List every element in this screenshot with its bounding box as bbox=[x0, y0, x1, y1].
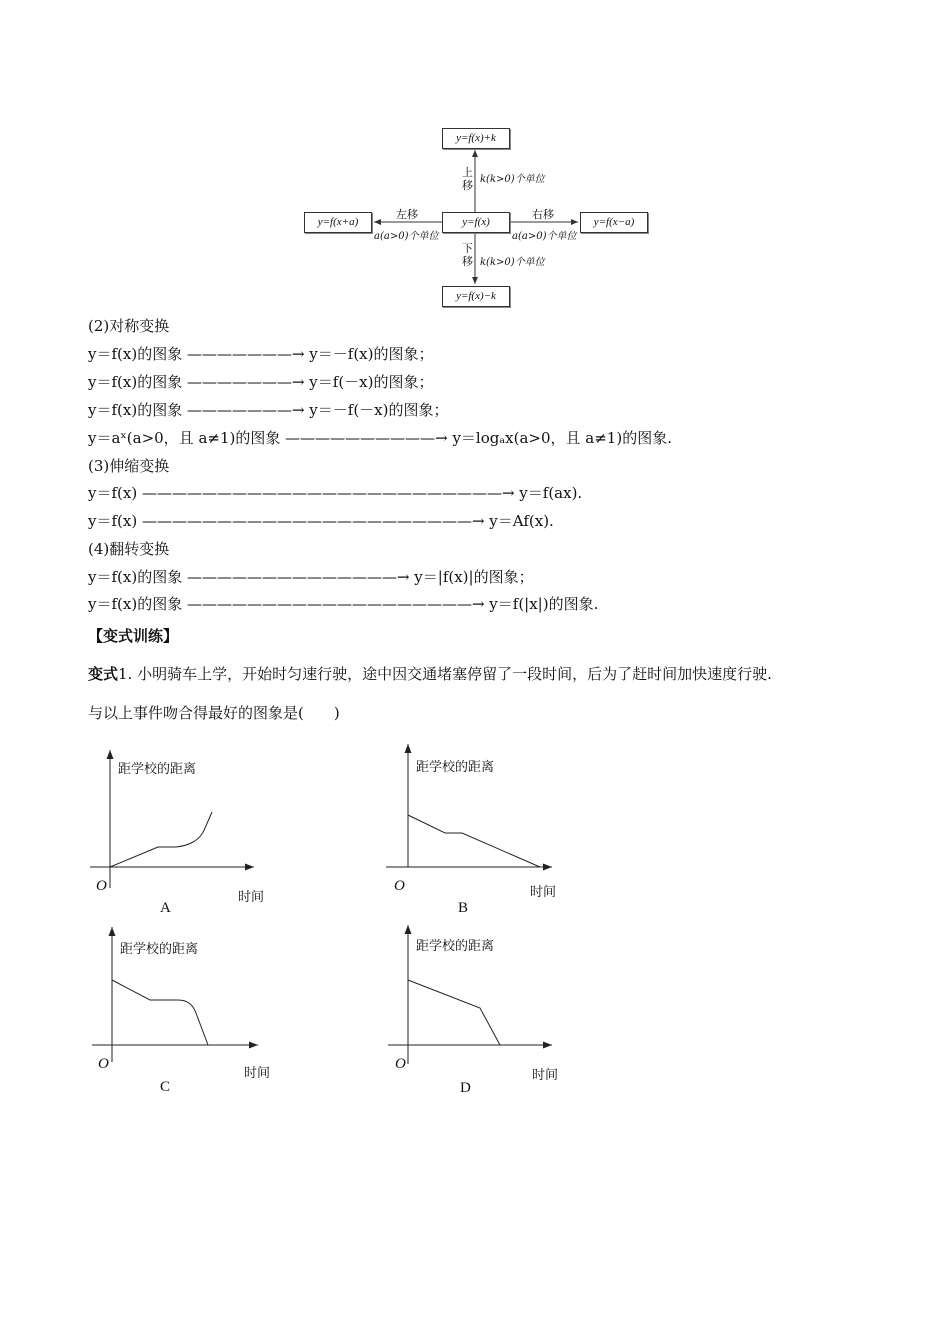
stretch-rule-2: y＝f(x) ——————————————————————→ y＝Af(x). bbox=[88, 512, 554, 530]
flip-rule-1: y＝f(x)的图象 ——————————————→ y＝|f(x)|的图象； bbox=[88, 568, 534, 586]
exercise-question: 与以上事件吻合得最好的图象是( ) bbox=[88, 704, 340, 722]
diagram-top-box: y=f(x)+k bbox=[442, 128, 510, 149]
graph-a-x-label: 时间 bbox=[238, 890, 265, 905]
graph-c-x-label: 时间 bbox=[244, 1066, 271, 1081]
graph-a-choice[interactable]: A bbox=[160, 900, 171, 916]
graph-d-y-label: 距学校的距离 bbox=[416, 939, 495, 954]
exercise-text: 小明骑车上学，开始时匀速行驶，途中因交通堵塞停留了一段时间，后为了赶时间加快速度行驶. bbox=[137, 665, 772, 683]
graph-d-curve bbox=[408, 980, 500, 1045]
right-move-label: 右移 bbox=[532, 208, 554, 221]
symmetry-rule-3: y＝f(x)的图象 ———————→ y＝－f(－x)的图象； bbox=[88, 401, 449, 419]
symmetry-rule-2: y＝f(x)的图象 ———————→ y＝f(－x)的图象； bbox=[88, 373, 434, 391]
graph-b-y-label: 距学校的距离 bbox=[416, 760, 495, 775]
graph-c-y-label: 距学校的距离 bbox=[120, 942, 199, 957]
graph-c-choice[interactable]: C bbox=[160, 1079, 171, 1095]
flip-heading: (4)翻转变换 bbox=[88, 540, 170, 558]
left-move-label: 左移 bbox=[396, 208, 418, 221]
diagram-bottom-box: y=f(x)−k bbox=[442, 286, 510, 307]
exercise-number: 1. bbox=[118, 665, 133, 683]
graph-c-origin: O bbox=[98, 1056, 109, 1072]
flip-rule-2: y＝f(x)的图象 ———————————————————→ y＝f(|x|)的图象. bbox=[88, 595, 599, 613]
down-label: 下移 bbox=[462, 242, 473, 268]
up-label: 上移 bbox=[462, 166, 473, 192]
graph-b-x-label: 时间 bbox=[530, 885, 557, 900]
stretch-rule-1: y＝f(x) ————————————————————————→ y＝f(ax). bbox=[88, 484, 583, 502]
graph-a-origin: O bbox=[96, 878, 107, 894]
exercise-label: 变式 bbox=[88, 665, 119, 683]
symmetry-rule-1: y＝f(x)的图象 ———————→ y＝－f(x)的图象； bbox=[88, 345, 434, 363]
diagram-left-box: y=f(x+a) bbox=[304, 212, 372, 233]
graph-d-choice[interactable]: D bbox=[460, 1080, 471, 1096]
graph-b-choice[interactable]: B bbox=[458, 900, 469, 916]
symmetry-heading: (2)对称变换 bbox=[88, 317, 170, 335]
a-units-right-label: a(a>0)个单位 bbox=[512, 231, 577, 242]
graph-b-origin: O bbox=[394, 878, 405, 894]
stretch-heading: (3)伸缩变换 bbox=[88, 457, 170, 475]
graph-a-y-label: 距学校的距离 bbox=[118, 762, 197, 777]
diagram-right-box: y=f(x−a) bbox=[580, 212, 648, 233]
a-units-left-label: a(a>0)个单位 bbox=[374, 231, 439, 242]
diagram-center-box: y=f(x) bbox=[442, 212, 510, 233]
graph-d-origin: O bbox=[395, 1056, 406, 1072]
k-units-up-label: k(k>0)个单位 bbox=[480, 174, 545, 185]
k-units-down-label: k(k>0)个单位 bbox=[480, 257, 545, 268]
graph-d-x-label: 时间 bbox=[532, 1068, 559, 1083]
symmetry-rule-4: y＝aˣ(a>0，且 a≠1)的图象 ——————————→ y＝logₐx(a>0，且 a≠1)的图象. bbox=[88, 429, 672, 447]
graph-a-curve bbox=[110, 812, 212, 867]
exercise-heading: 【变式训练】 bbox=[88, 627, 179, 645]
graph-b-curve bbox=[408, 815, 540, 867]
graph-c-curve bbox=[112, 980, 208, 1045]
